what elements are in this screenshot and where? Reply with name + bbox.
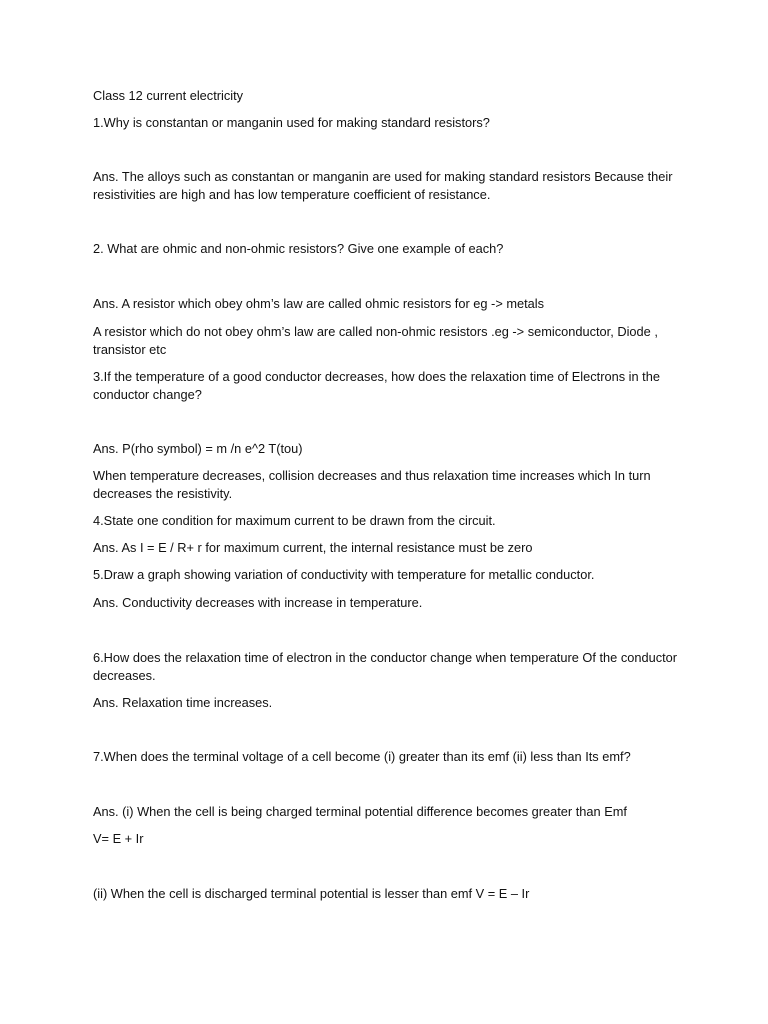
answer-1: Ans. The alloys such as constantan or manganin are used for making standard resistors Because their resistivities are high and has low temperature coefficient of resistance. [93, 169, 673, 202]
question-1: 1.Why is constantan or manganin used for making standard resistors? [93, 115, 490, 130]
answer-5: Ans. Conductivity decreases with increase in temperature. [93, 595, 423, 610]
answer-3-formula: Ans. P(rho symbol) = m /n e^2 T(tou) [93, 441, 303, 456]
answer-3-explanation: When temperature decreases, collision decreases and thus relaxation time increases which In turn decreases the resistivity. [93, 468, 651, 501]
answer-7-part-1: Ans. (i) When the cell is being charged terminal potential difference becomes greater than Emf [93, 804, 627, 819]
answer-2-non-ohmic: A resistor which do not obey ohm’s law are called non-ohmic resistors .eg -> semiconductor, Diode , transistor etc [93, 324, 658, 357]
answer-7-part-2: (ii) When the cell is discharged terminal potential is lesser than emf V = E – Ir [93, 886, 530, 901]
answer-7-formula: V= E + Ir [93, 831, 144, 846]
question-7: 7.When does the terminal voltage of a cell become (i) greater than its emf (ii) less than Its emf? [93, 749, 631, 764]
question-4: 4.State one condition for maximum current to be drawn from the circuit. [93, 513, 496, 528]
answer-6: Ans. Relaxation time increases. [93, 695, 273, 710]
question-6: 6.How does the relaxation time of electron in the conductor change when temperature Of the conductor decreases. [93, 650, 678, 683]
question-3: 3.If the temperature of a good conductor decreases, how does the relaxation time of Electrons in the conductor change? [93, 369, 660, 402]
question-2: 2. What are ohmic and non-ohmic resistors? Give one example of each? [93, 241, 504, 256]
question-5: 5.Draw a graph showing variation of conductivity with temperature for metallic conductor. [93, 567, 595, 582]
answer-4: Ans. As I = E / R+ r for maximum current, the internal resistance must be zero [93, 540, 533, 555]
document-title: Class 12 current electricity [93, 88, 244, 103]
answer-2-ohmic: Ans. A resistor which obey ohm’s law are called ohmic resistors for eg -> metals [93, 296, 545, 311]
